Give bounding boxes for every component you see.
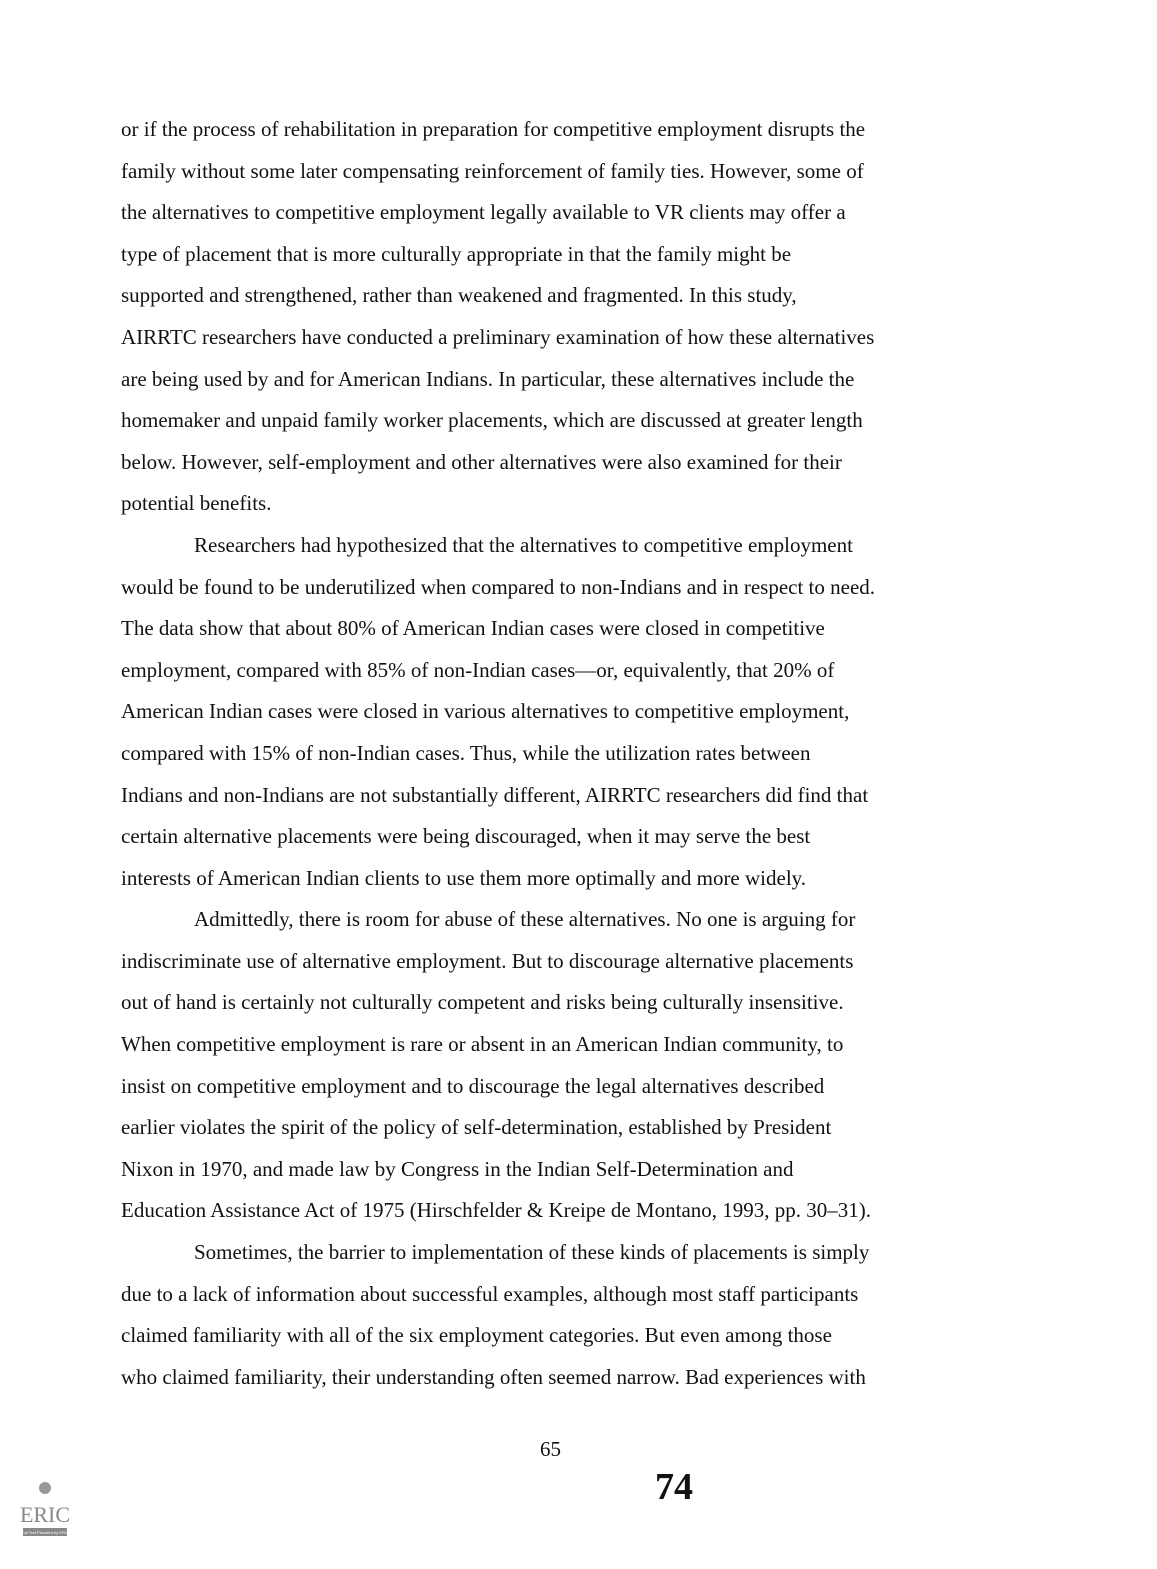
text-line: who claimed familiarity, their understanding often seemed narrow. Bad experiences with (121, 1364, 866, 1389)
stamped-page-number: 74 (655, 1466, 693, 1508)
text-line: insist on competitive employment and to discourage the legal alternatives described (121, 1073, 825, 1098)
text-line: employment, compared with 85% of non-Indian cases—or, equivalently, that 20% of (121, 657, 835, 682)
text-line: Indians and non-Indians are not substantially different, AIRRTC researchers did find that (121, 782, 869, 807)
text-line: certain alternative placements were being discouraged, when it may serve the best (121, 824, 811, 849)
text-line: type of placement that is more culturally appropriate in that the family might be (121, 241, 792, 266)
text-line: AIRRTC researchers have conducted a preliminary examination of how these alternatives (121, 324, 875, 349)
text-line: compared with 15% of non-Indian cases. Thus, while the utilization rates between (121, 740, 811, 765)
paragraph (121, 109, 1001, 525)
svg-text:ERIC: ERIC (20, 1502, 70, 1527)
text-line: Education Assistance Act of 1975 (Hirschfelder & Kreipe de Montano, 1993, pp. 30–31). (121, 1198, 872, 1223)
text-line: potential benefits. (121, 491, 272, 516)
eric-logo (20, 1480, 70, 1542)
text-line: would be found to be underutilized when compared to non-Indians and in respect to need. (121, 574, 876, 599)
document-body (121, 109, 1001, 1398)
paragraph (121, 1232, 1001, 1398)
text-line: Researchers had hypothesized that the alternatives to competitive employment (194, 532, 853, 557)
svg-text:Full Text Provided by ERIC: Full Text Provided by ERIC (21, 1530, 69, 1535)
text-line: The data show that about 80% of American Indian cases were closed in competitive (121, 616, 825, 641)
text-line: Admittedly, there is room for abuse of these alternatives. No one is arguing for (194, 907, 856, 932)
text-line: American Indian cases were closed in various alternatives to competitive employment, (121, 699, 850, 724)
text-line: family without some later compensating reinforcement of family ties. However, some of (121, 158, 864, 183)
text-line: the alternatives to competitive employment legally available to VR clients may offer a (121, 200, 846, 225)
text-line: below. However, self-employment and other alternatives were also examined for their (121, 449, 842, 474)
page-number: 65 (540, 1437, 561, 1461)
text-line: interests of American Indian clients to use them more optimally and more widely. (121, 865, 807, 890)
text-line: due to a lack of information about successful examples, although most staff participants (121, 1281, 859, 1306)
text-line: earlier violates the spirit of the policy of self-determination, established by President (121, 1115, 832, 1140)
text-line: Nixon in 1970, and made law by Congress in the Indian Self-Determination and (121, 1156, 794, 1181)
paragraph (121, 899, 1001, 1232)
text-line: or if the process of rehabilitation in preparation for competitive employment disrupts the (121, 117, 866, 141)
text-line: Sometimes, the barrier to implementation of these kinds of placements is simply (194, 1240, 870, 1265)
text-line: out of hand is certainly not culturally competent and risks being culturally insensitive. (121, 990, 844, 1015)
text-line: supported and strengthened, rather than weakened and fragmented. In this study, (121, 283, 797, 308)
text-line: homemaker and unpaid family worker placements, which are discussed at greater length (121, 408, 863, 433)
text-line: are being used by and for American Indians. In particular, these alternatives include the (121, 366, 855, 391)
paragraph (121, 525, 1001, 899)
text-line: When competitive employment is rare or absent in an American Indian community, to (121, 1032, 844, 1057)
text-line: indiscriminate use of alternative employment. But to discourage alternative placements (121, 948, 854, 973)
text-line: claimed familiarity with all of the six employment categories. But even among those (121, 1323, 832, 1348)
